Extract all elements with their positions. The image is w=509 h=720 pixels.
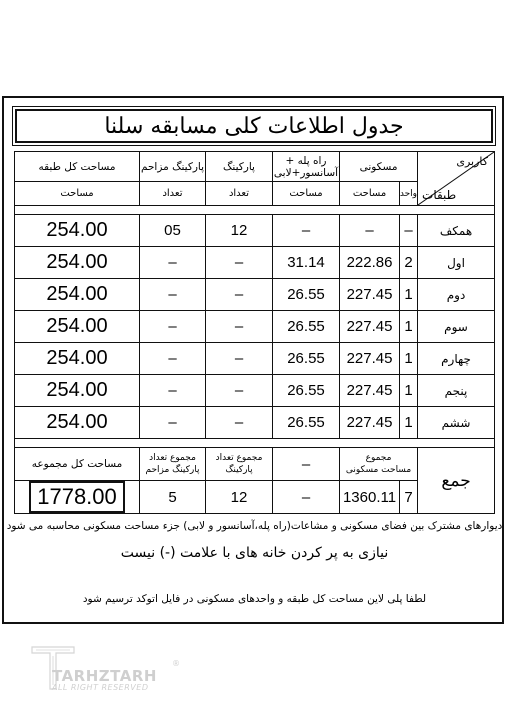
floor-name: سوم [418, 311, 495, 343]
floor-area-subheader: مساحت [15, 182, 140, 206]
table-title: جدول اطلاعات کلی مسابقه سلنا [15, 109, 493, 143]
nuisance-total-label [140, 448, 206, 481]
total-parking: 12 [206, 481, 273, 514]
unit-count: 1 [400, 279, 418, 311]
note-polyline: لطفا پلی لاین مساحت کل طبقه و واحدهای مسکونی در فایل اتوکد ترسیم شود [82, 593, 427, 605]
stairs-area: 26.55 [273, 343, 340, 375]
residential-area: 227.45 [340, 279, 400, 311]
nuisance-count: – [140, 375, 206, 407]
nuisance-count-subheader: تعداد [140, 182, 206, 206]
parking-count: – [206, 343, 273, 375]
stairs-area-subheader: مساحت [273, 182, 340, 206]
unit-count: – [400, 215, 418, 247]
stairs-header-line1: راه پله + [285, 154, 327, 167]
nuisance-count: – [140, 343, 206, 375]
unit-count: 1 [400, 407, 418, 439]
table-row [15, 311, 495, 343]
watermark-logo [30, 645, 180, 693]
residential-area: 222.86 [340, 247, 400, 279]
floor-total-header: مساحت کل طبقه [15, 152, 140, 182]
parking-count-subheader: تعداد [206, 182, 273, 206]
gap-row [15, 439, 495, 448]
table-row [15, 215, 495, 247]
floor-total-area: 254.00 [15, 215, 140, 247]
unit-count: 1 [400, 343, 418, 375]
grand-total-value: 1778.00 [29, 481, 125, 513]
nuisance-parking-header: پارکینگ مزاحم [140, 152, 206, 182]
parking-count: – [206, 279, 273, 311]
parking-count: 12 [206, 215, 273, 247]
residential-area-subheader: مساحت [340, 182, 400, 206]
usage-floors-header [418, 152, 495, 206]
floor-total-area: 254.00 [15, 407, 140, 439]
floor-total-area: 254.00 [15, 247, 140, 279]
gap-row [15, 206, 495, 215]
nuisance-count: – [140, 247, 206, 279]
parking-header: پارکینگ [206, 152, 273, 182]
note-dash-cells: نیازی به پر کردن خانه های با علامت (-) نیست [120, 545, 389, 561]
floor-total-area: 254.00 [15, 343, 140, 375]
total-stairs: – [273, 481, 340, 514]
unit-subheader: واحد [400, 182, 418, 206]
stairs-area: 31.14 [273, 247, 340, 279]
floor-total-area: 254.00 [15, 311, 140, 343]
nuisance-total-label-line1: مجموع تعداد [149, 453, 196, 463]
parking-total-label-line1: مجموع تعداد [215, 453, 263, 463]
floor-total-area: 254.00 [15, 279, 140, 311]
usage-label: کاربری [456, 155, 489, 168]
table-row [15, 343, 495, 375]
residential-area: 227.45 [340, 407, 400, 439]
table-row [15, 247, 495, 279]
nuisance-count: 05 [140, 215, 206, 247]
watermark-rights: ALL RIGHT RESERVED [52, 683, 149, 692]
registered-mark: ® [172, 659, 180, 668]
nuisance-count: – [140, 407, 206, 439]
unit-count: 2 [400, 247, 418, 279]
unit-count: 1 [400, 311, 418, 343]
table-row [15, 407, 495, 439]
residential-area: 227.45 [340, 343, 400, 375]
stairs-area: 26.55 [273, 407, 340, 439]
totals-label-row [15, 448, 495, 481]
note-shared-walls: دیوارهای مشترک بین فضای مسکونی و مشاعات(راه پله،آسانسور و لابی) جزء مساحت مسکونی محاسبه می شود [6, 520, 503, 532]
total-residential-area: 1360.11 [340, 481, 400, 514]
residential-total-label [340, 448, 418, 481]
residential-area: 227.45 [340, 311, 400, 343]
total-units: 7 [400, 481, 418, 514]
floor-name: پنجم [418, 375, 495, 407]
grand-total-label: مساحت کل مجموعه [15, 448, 140, 481]
stairs-header [273, 152, 340, 182]
parking-count: – [206, 375, 273, 407]
stairs-total-label: – [273, 448, 340, 481]
stairs-header-line2: آسانسور+لابی [273, 166, 339, 179]
grand-total-cell [15, 481, 140, 514]
totals-label: جمع [418, 448, 495, 514]
parking-total-label [206, 448, 273, 481]
residential-total-label-line2: مساحت مسکونی [345, 465, 412, 475]
nuisance-count: – [140, 311, 206, 343]
floor-name: چهارم [418, 343, 495, 375]
parking-count: – [206, 311, 273, 343]
unit-count: 1 [400, 375, 418, 407]
residential-total-label-line1: مجموع [365, 453, 392, 463]
parking-total-label-line2: پارکینگ [225, 465, 253, 475]
stairs-area: 26.55 [273, 375, 340, 407]
residential-area: 227.45 [340, 375, 400, 407]
floor-name: همکف [418, 215, 495, 247]
residential-area: – [340, 215, 400, 247]
floor-total-area: 254.00 [15, 375, 140, 407]
floor-name: ششم [418, 407, 495, 439]
info-table [14, 151, 495, 514]
parking-count: – [206, 247, 273, 279]
stairs-area: 26.55 [273, 279, 340, 311]
stairs-area: – [273, 215, 340, 247]
floors-label: طبقات [422, 188, 457, 202]
table-row [15, 375, 495, 407]
residential-header: مسکونی [340, 152, 418, 182]
stairs-area: 26.55 [273, 311, 340, 343]
table-row [15, 279, 495, 311]
total-nuisance-parking: 5 [140, 481, 206, 514]
floor-name: اول [418, 247, 495, 279]
watermark-brand: TARHZTARH [52, 667, 157, 685]
nuisance-total-label-line2: پارکینگ مزاحم [145, 465, 200, 475]
parking-count: – [206, 407, 273, 439]
floor-name: دوم [418, 279, 495, 311]
nuisance-count: – [140, 279, 206, 311]
